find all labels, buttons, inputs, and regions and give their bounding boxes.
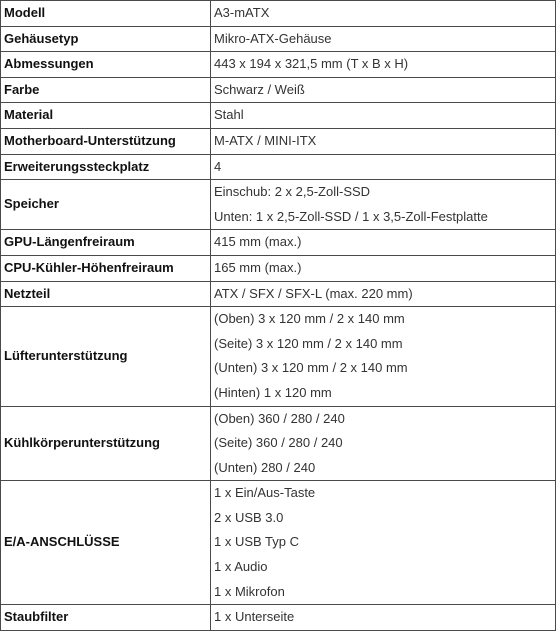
row-label: Speicher	[1, 180, 211, 230]
table-row	[1, 26, 556, 52]
row-label: Abmessungen	[1, 52, 211, 78]
row-label: Netzteil	[1, 281, 211, 307]
row-value: 4	[211, 154, 556, 180]
row-label: E/A-ANSCHLÜSSE	[1, 481, 211, 605]
table-row	[1, 1, 556, 27]
row-value-line: (Oben) 360 / 280 / 240	[214, 410, 345, 426]
row-label: GPU-Längenfreiraum	[1, 230, 211, 256]
table-row	[1, 77, 556, 103]
row-label: Erweiterungssteckplatz	[1, 154, 211, 180]
row-value-line: Unten: 1 x 2,5-Zoll-SSD / 1 x 3,5-Zoll-Festplatte	[214, 208, 488, 224]
row-value: Stahl	[211, 103, 556, 129]
row-value: 165 mm (max.)	[211, 255, 556, 281]
table-row	[1, 481, 556, 605]
table-row	[1, 128, 556, 154]
row-value: M-ATX / MINI-ITX	[211, 128, 556, 154]
table-row	[1, 406, 556, 481]
row-value: Mikro-ATX-Gehäuse	[211, 26, 556, 52]
row-label: Motherboard-Unterstützung	[1, 128, 211, 154]
row-value-cell	[211, 481, 556, 605]
row-label: Staubfilter	[1, 605, 211, 631]
table-row	[1, 52, 556, 78]
row-value: 415 mm (max.)	[211, 230, 556, 256]
table-row	[1, 307, 556, 406]
row-value-cell	[211, 180, 556, 230]
row-value-line: Einschub: 2 x 2,5-Zoll-SSD	[214, 184, 371, 200]
table-row	[1, 255, 556, 281]
row-value-line: (Seite) 3 x 120 mm / 2 x 140 mm	[214, 335, 403, 351]
row-label: Kühlkörperunterstützung	[1, 406, 211, 481]
row-value-line: 1 x USB Typ C	[214, 534, 300, 550]
table-row	[1, 230, 556, 256]
row-value-cell	[211, 406, 556, 481]
table-row	[1, 103, 556, 129]
row-value-line: (Hinten) 1 x 120 mm	[214, 384, 332, 400]
row-label: Gehäusetyp	[1, 26, 211, 52]
row-value-line: (Oben) 3 x 120 mm / 2 x 140 mm	[214, 311, 405, 327]
row-value-cell	[211, 307, 556, 406]
table-row	[1, 180, 556, 230]
row-value-line: (Unten) 280 / 240	[214, 459, 316, 475]
row-value: ATX / SFX / SFX-L (max. 220 mm)	[211, 281, 556, 307]
row-value: 443 x 194 x 321,5 mm (T x B x H)	[211, 52, 556, 78]
row-value-line: 1 x Audio	[214, 559, 268, 575]
spec-table-body	[1, 1, 556, 631]
row-value: Schwarz / Weiß	[211, 77, 556, 103]
table-row	[1, 605, 556, 631]
row-label: Material	[1, 103, 211, 129]
row-label: Farbe	[1, 77, 211, 103]
row-value-line: 1 x Mikrofon	[214, 583, 285, 599]
row-value: A3-mATX	[211, 1, 556, 27]
table-row	[1, 154, 556, 180]
row-label: CPU-Kühler-Höhenfreiraum	[1, 255, 211, 281]
row-value-line: (Seite) 360 / 280 / 240	[214, 435, 343, 451]
row-value-line: 1 x Ein/Aus-Taste	[214, 485, 316, 501]
row-label: Modell	[1, 1, 211, 27]
row-value-line: 2 x USB 3.0	[214, 509, 284, 525]
row-value-line: (Unten) 3 x 120 mm / 2 x 140 mm	[214, 360, 408, 376]
row-label: Lüfterunterstützung	[1, 307, 211, 406]
table-row	[1, 281, 556, 307]
row-value: 1 x Unterseite	[211, 605, 556, 631]
